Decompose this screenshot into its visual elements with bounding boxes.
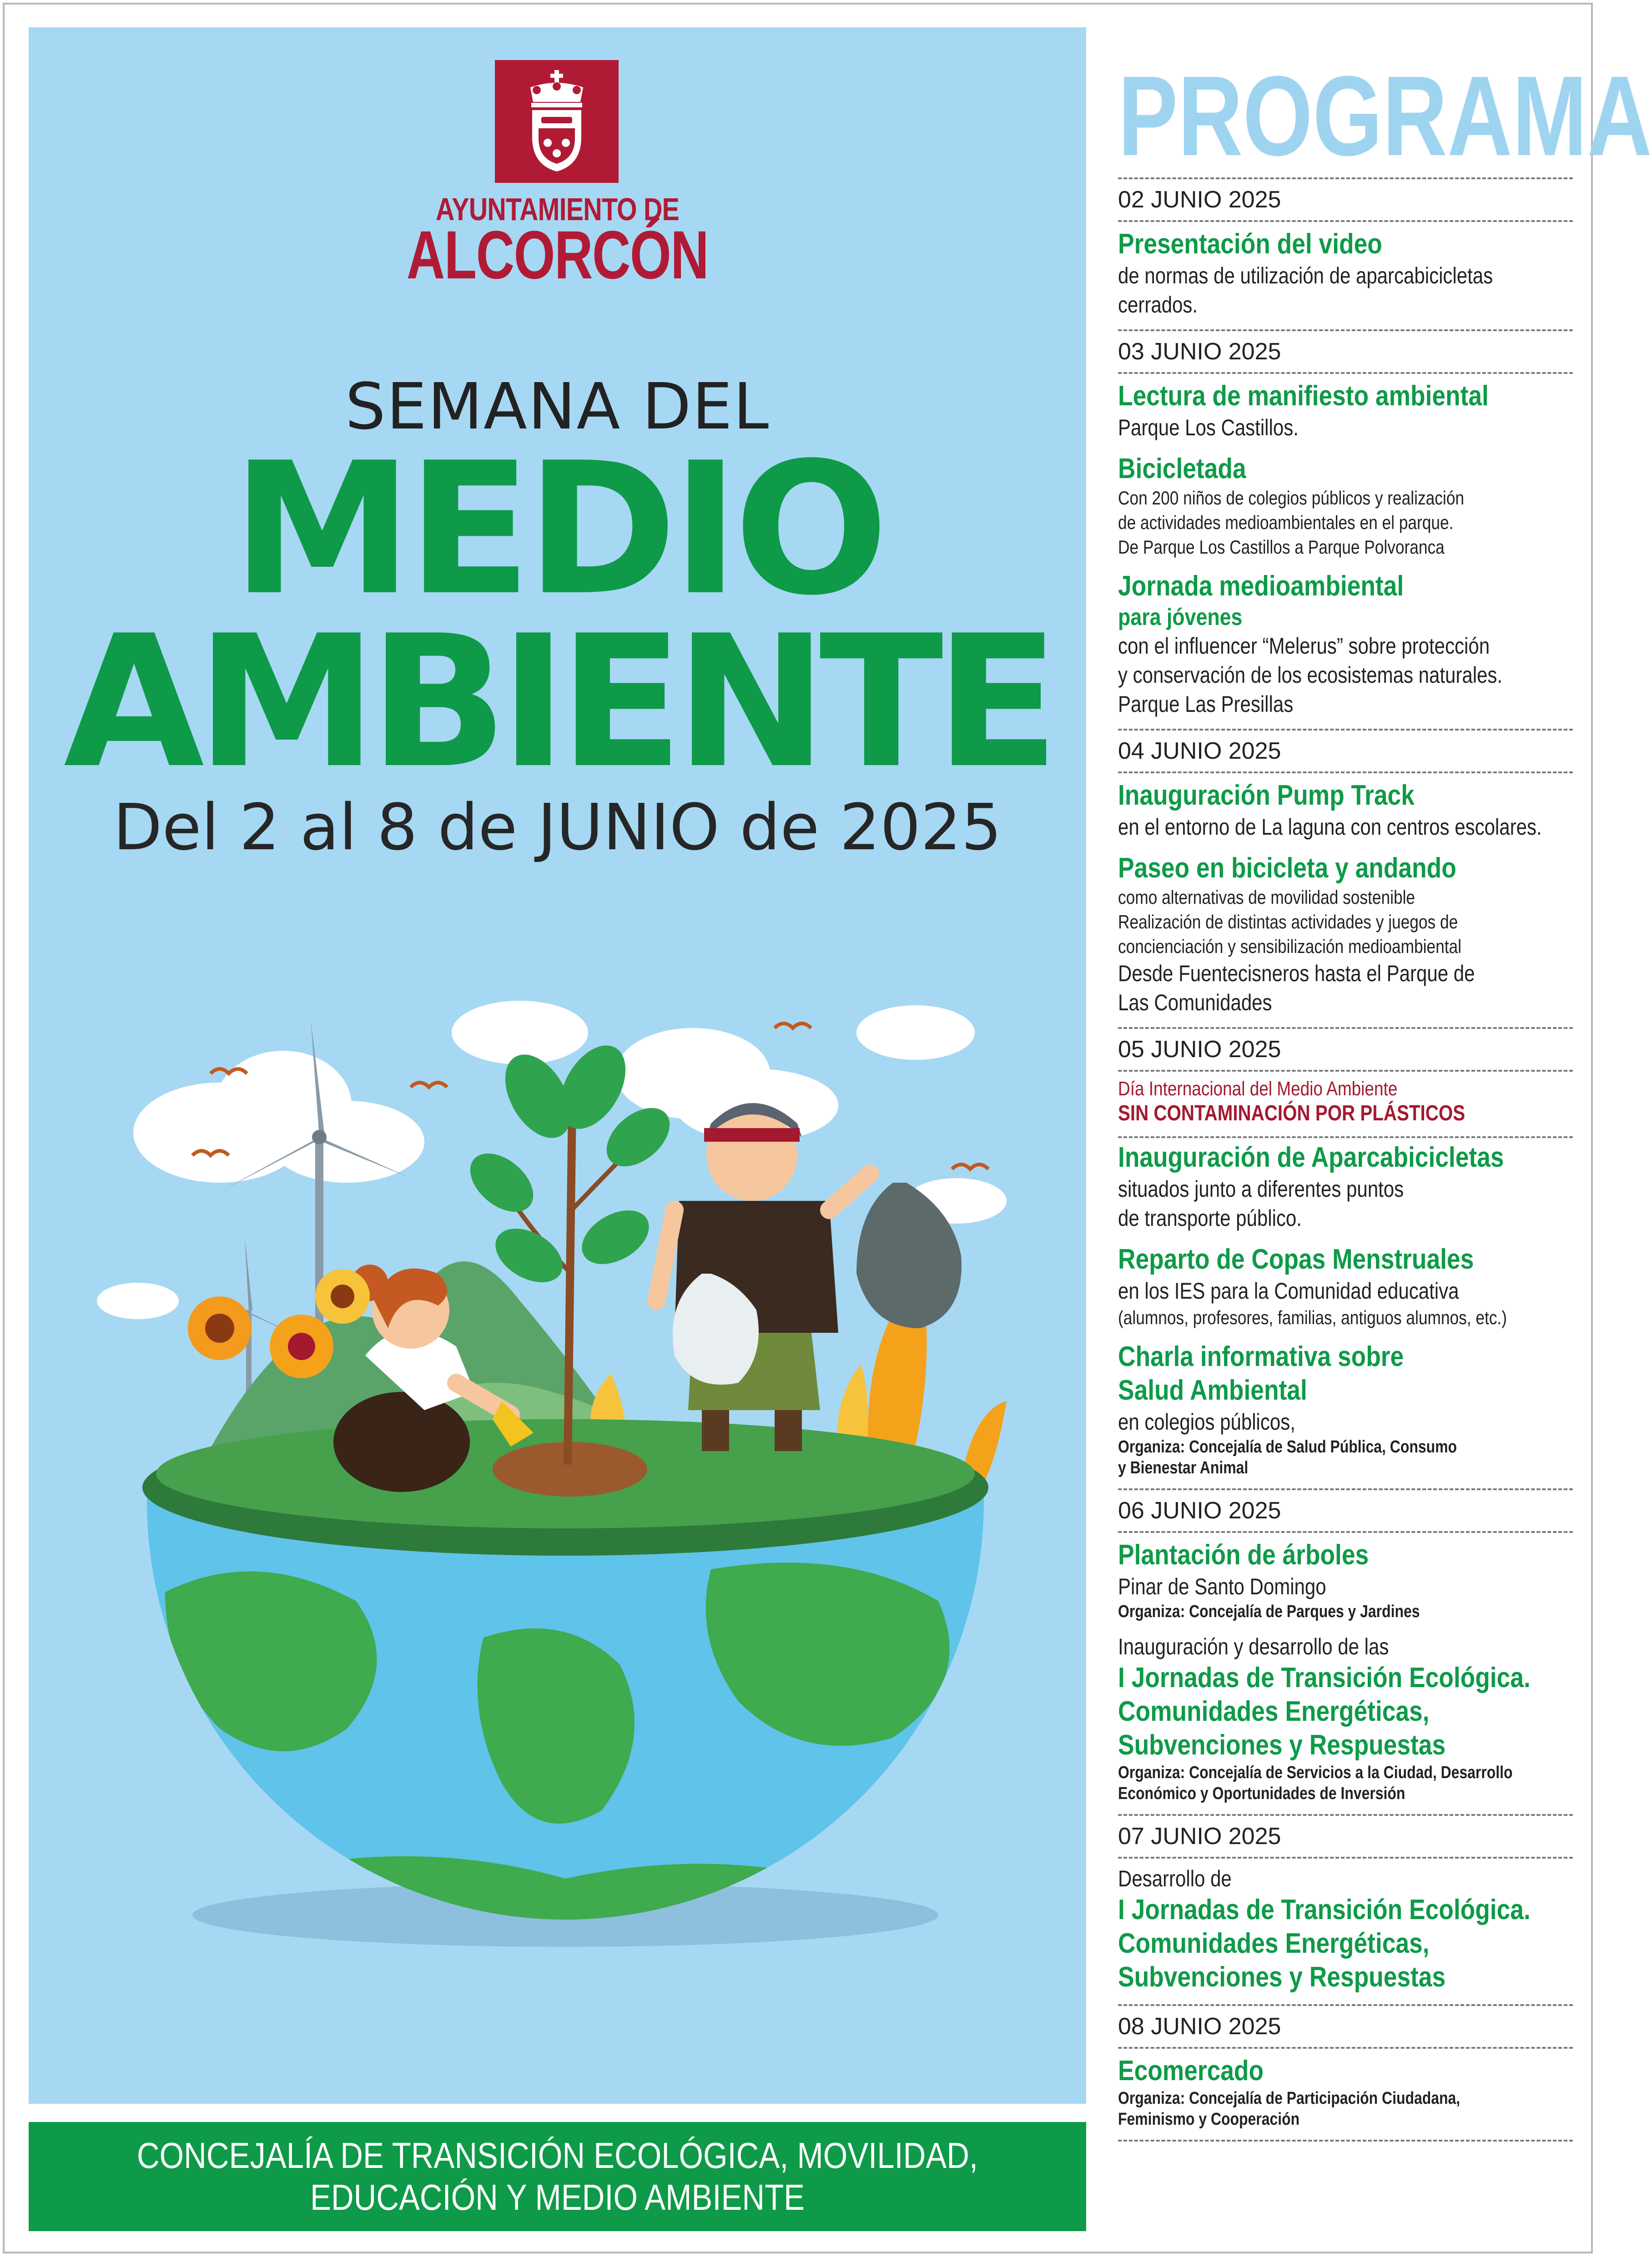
event-description: (alumnos, profesores, familias, antiguos alumnos, etc.) (1118, 1307, 1507, 1328)
event-description: con el influencer “Melerus” sobre protección (1118, 633, 1490, 659)
program-event (1118, 1243, 1593, 1330)
event-title: para jóvenes (1118, 604, 1243, 630)
event-organizer: Organiza: Concejalía de Parques y Jardines (1118, 1602, 1420, 1621)
event-title: Plantación de árboles (1118, 1539, 1369, 1571)
event-organizer: Económico y Oportunidades de Inversión (1118, 1784, 1405, 1803)
event-description: De Parque Los Castillos a Parque Polvoranca (1118, 536, 1445, 558)
city-logo (495, 60, 619, 183)
program-title: PROGRAMA (1118, 52, 1652, 179)
event-organizer: Organiza: Concejalía de Participación Ciudadana, (1118, 2089, 1461, 2108)
event-title: Subvenciones y Respuestas (1118, 1961, 1446, 1993)
event-description: Pinar de Santo Domingo (1118, 1574, 1326, 1599)
program-event (1118, 1864, 1593, 1994)
event-title: Reparto de Copas Menstruales (1118, 1244, 1474, 1275)
event-title: I Jornadas de Transición Ecológica. (1118, 1894, 1531, 1925)
event-description: Inauguración y desarrollo de las (1118, 1634, 1389, 1659)
program-event (1118, 379, 1593, 442)
event-organizer: y Bienestar Animal (1118, 1458, 1249, 1477)
program-event (1118, 2054, 1593, 2130)
event-description: Con 200 niños de colegios públicos y realización (1118, 487, 1464, 509)
footer-line1: CONCEJALÍA DE TRANSICIÓN ECOLÓGICA, MOVILIDAD, (136, 2135, 978, 2176)
footer-line2: EDUCACIÓN Y MEDIO AMBIENTE (310, 2177, 805, 2218)
event-title: Charla informativa sobre (1118, 1341, 1404, 1372)
day-header: 04 JUNIO 2025 (1118, 729, 1573, 773)
schedule-list (1118, 177, 1593, 2142)
event-description: en los IES para la Comunidad educativa (1118, 1278, 1459, 1304)
event-title: Lectura de manifiesto ambiental (1118, 380, 1489, 412)
event-description: de transporte público. (1118, 1205, 1302, 1231)
organization-name-line1: AYUNTAMIENTO DE (435, 192, 680, 227)
headline-semana: SEMANA DEL (345, 370, 770, 444)
event-description: concienciación y sensibilización medioambiental (1118, 936, 1462, 957)
event-description: de normas de utilización de aparcabicicletas (1118, 263, 1493, 288)
program-event (1118, 779, 1593, 842)
event-title: Inauguración de Aparcabicicletas (1118, 1142, 1504, 1173)
day-header: 03 JUNIO 2025 (1118, 329, 1573, 374)
day-header: 08 JUNIO 2025 (1118, 2004, 1573, 2049)
program-event (1118, 1077, 1593, 1126)
event-description: cerrados. (1118, 292, 1198, 318)
event-description: Parque Los Castillos. (1118, 415, 1299, 440)
day-header: 06 JUNIO 2025 (1118, 1488, 1573, 1533)
dashed-divider (1118, 1136, 1573, 1138)
day-header: 02 JUNIO 2025 (1118, 177, 1573, 222)
dashed-divider (1118, 2140, 1573, 2142)
event-description: Realización de distintas actividades y juegos de (1118, 911, 1458, 932)
event-title: Bicicletada (1118, 453, 1246, 484)
footer-bar (29, 2122, 1086, 2231)
event-description: Desde Fuentecisneros hasta el Parque de (1118, 961, 1475, 986)
event-title: Paseo en bicicleta y andando (1118, 852, 1456, 884)
event-title: Inauguración Pump Track (1118, 780, 1415, 811)
event-organizer: Organiza: Concejalía de Servicios a la Ciudad, Desarrollo (1118, 1763, 1513, 1782)
event-description: en colegios públicos, (1118, 1409, 1295, 1435)
earth-illustration (29, 955, 1086, 1979)
day-header: 05 JUNIO 2025 (1118, 1027, 1573, 1072)
event-description: situados junto a diferentes puntos (1118, 1176, 1404, 1202)
event-description: Las Comunidades (1118, 990, 1272, 1015)
event-title: Subvenciones y Respuestas (1118, 1729, 1446, 1761)
event-title: Jornada medioambiental (1118, 570, 1404, 602)
event-title: Comunidades Energéticas, (1118, 1696, 1430, 1727)
event-title: Ecomercado (1118, 2055, 1264, 2087)
program-column (1118, 27, 1652, 2238)
event-description: y conservación de los ecosistemas naturales. (1118, 662, 1503, 688)
poster-panel (29, 27, 1086, 2104)
headline-ambiente: AMBIENTE (63, 597, 1052, 808)
event-title: I Jornadas de Transición Ecológica. (1118, 1662, 1531, 1694)
event-description: como alternativas de movilidad sostenible (1118, 887, 1415, 908)
program-event (1118, 570, 1593, 719)
event-title: Presentación del video (1118, 228, 1382, 260)
event-description: Parque Las Presillas (1118, 691, 1294, 717)
event-description: de actividades medioambientales en el parque. (1118, 512, 1454, 533)
program-event (1118, 852, 1593, 1017)
man-figure (656, 1103, 870, 1451)
event-title: Salud Ambiental (1118, 1375, 1307, 1406)
crowned-shield-icon (495, 60, 619, 183)
program-event (1118, 452, 1593, 559)
program-event (1118, 1340, 1593, 1478)
event-dates: Del 2 al 8 de JUNIO de 2025 (113, 791, 1002, 865)
event-organizer: Feminismo y Cooperación (1118, 2110, 1300, 2129)
program-event (1118, 227, 1593, 319)
program-event (1118, 1141, 1593, 1233)
event-title: Comunidades Energéticas, (1118, 1928, 1430, 1959)
program-event (1118, 1538, 1593, 1622)
program-event (1118, 1632, 1593, 1804)
headline-medio: MEDIO (232, 424, 883, 635)
event-organizer: Organiza: Concejalía de Salud Pública, Consumo (1118, 1437, 1457, 1457)
event-description: Día Internacional del Medio Ambiente (1118, 1078, 1398, 1100)
event-description: SIN CONTAMINACIÓN POR PLÁSTICOS (1118, 1101, 1466, 1125)
event-description: Desarrollo de (1118, 1866, 1232, 1891)
organization-name-line2: ALCORCÓN (406, 217, 709, 293)
day-header: 07 JUNIO 2025 (1118, 1814, 1573, 1859)
event-description: en el entorno de La laguna con centros escolares. (1118, 814, 1542, 840)
